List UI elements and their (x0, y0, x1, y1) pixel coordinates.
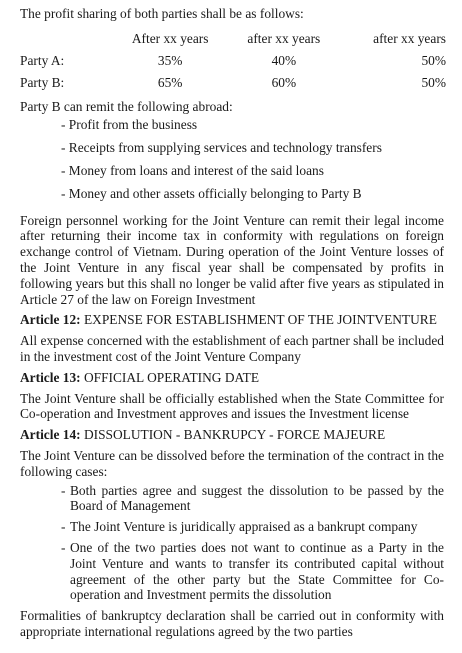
table-header-cell: after xx years (247, 30, 321, 46)
closing-paragraph: Formalities of bankruptcy declaration shall be carried out in conformity with appropriate international regulations agreed by the two parties (20, 608, 444, 639)
list-item (61, 540, 444, 603)
article-label: Article 13: (20, 369, 81, 385)
profit-sharing-intro: The profit sharing of both parties shall be as follows: (20, 6, 304, 21)
table-header-cell: After xx years (131, 30, 209, 46)
table-cell: 50% (421, 74, 446, 90)
list-item: - Receipts from supplying services and technology transfers (61, 139, 382, 155)
case-text: One of the two parties does not want to continue as a Party in the Joint Venture and wants to transfer its contributed capital without agreement of the other party but the State Committee for Co-operation and Investment permits the dissolution (70, 539, 444, 603)
remit-list (20, 117, 444, 209)
list-item: - Profit from the business (61, 116, 198, 132)
foreign-personnel-paragraph: Foreign personnel working for the Joint Venture can remit their legal income after returning their income tax in conformity with regulations on foreign exchange control of Vietnam. During operation of the Joint Venture losses of the Joint Venture in any fiscal year shall be compensated by profits in following years but this shall no longer be valid after five years as stipulated in Article 27 of the law on Foreign Investment (20, 212, 444, 307)
document-page (20, 6, 444, 640)
table-row (20, 72, 460, 94)
dash-marker: - (61, 539, 66, 555)
dissolution-cases-list (20, 483, 444, 604)
party-label: Party B: (20, 74, 65, 90)
table-cell: 60% (271, 74, 297, 90)
remit-intro: Party B can remit the following abroad: (20, 98, 233, 114)
table-header-cell: after xx years (373, 30, 446, 46)
article-title: OFFICIAL OPERATING DATE (83, 369, 260, 385)
article-label: Article 12: (20, 312, 81, 328)
article-12-heading (20, 312, 444, 328)
article-13-body: The Joint Venture shall be officially established when the State Committee for Co-operation and Investment approves and issues the Investment license (20, 390, 444, 422)
article-label: Article 14: (20, 427, 81, 443)
article-13-heading (20, 370, 444, 386)
table-cell: 50% (421, 52, 446, 68)
dash-marker: - (61, 482, 66, 498)
dash-marker: - (61, 519, 66, 535)
table-cell: 65% (157, 74, 183, 90)
list-item (61, 519, 444, 535)
table-cell: 40% (271, 52, 297, 68)
profit-sharing-table (20, 28, 460, 94)
table-cell: 35% (157, 52, 183, 68)
case-text: Both parties agree and suggest the dissolution to be passed by the Board of Management (70, 482, 444, 514)
list-item (61, 483, 444, 515)
table-row (20, 50, 460, 72)
table-header-cell (20, 28, 107, 50)
list-item: - Money from loans and interest of the said loans (61, 162, 324, 178)
article-title: EXPENSE FOR ESTABLISHMENT OF THE JOINTVENTURE (83, 312, 437, 328)
article-12-body: All expense concerned with the establishment of each partner shall be included in the investment cost of the Joint Venture Company (20, 333, 444, 364)
list-item: - Money and other assets officially belonging to Party B (61, 185, 362, 201)
table-header-row (20, 28, 460, 50)
article-14-body: The Joint Venture can be dissolved before the termination of the contract in the following cases: (20, 447, 444, 479)
party-label: Party A: (20, 52, 65, 68)
article-14-heading (20, 427, 444, 443)
article-title: DISSOLUTION - BANKRUPCY - FORCE MAJEURE (83, 427, 386, 443)
case-text: The Joint Venture is juridically appraised as a bankrupt company (70, 519, 418, 535)
